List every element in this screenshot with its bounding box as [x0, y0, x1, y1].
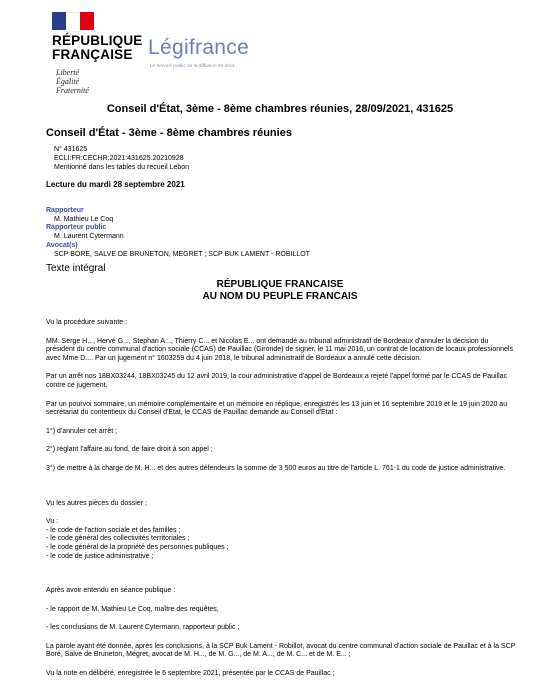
- paragraph: Par un arrêt nos 18BX03244, 18BX03245 du 12 avril 2019, la cour administrative d'appel de Bordeaux a rejeté l'appel formé par le CCAS de Pauillac contre ce jugement.: [46, 373, 508, 389]
- avocats-value: SCP BORE, SALVE DE BRUNETON, MEGRET ; SCP BUK LAMENT - ROBILLOT: [54, 250, 310, 258]
- decision-subtitle: Conseil d'État - 3ème - 8ème chambres réunies: [46, 127, 292, 139]
- republique-line-2: AU NOM DU PEUPLE FRANCAIS: [202, 291, 358, 302]
- paragraph: 1°) d'annuler cet arrêt ;: [46, 427, 118, 435]
- lebon-mention: Mentionné dans les tables du recueil Lebon: [54, 164, 190, 172]
- motto-egalite: Égalité: [56, 77, 80, 86]
- rapporteur-public-value: M. Laurent Cytermann: [54, 233, 124, 241]
- lecture-date: Lecture du mardi 28 septembre 2021: [46, 180, 185, 189]
- decision-title: Conseil d'État, 3ème - 8ème chambres réunies, 28/09/2021, 431625: [106, 103, 454, 115]
- republic-name: [52, 34, 143, 62]
- decision-body: [46, 319, 516, 689]
- paragraph: Vu les autres pièces du dossier ;: [46, 499, 147, 507]
- legifrance-logo[interactable]: Légifrance: [148, 36, 250, 59]
- paragraph: Après avoir entendu en séance publique :: [46, 587, 176, 595]
- paragraph: 3°) de mettre à la charge de M. H... et des autres défendeurs la somme de 3 500 euros au titre de l'article L. 761-1 du code de justice administrative.: [46, 464, 506, 472]
- ecli-identifier: ECLI:FR:CECHR:2021:431625.20210928: [54, 155, 184, 163]
- republique-heading: [0, 279, 560, 303]
- avocats-label: Avocat(s): [46, 241, 78, 249]
- parties-block: [46, 207, 310, 259]
- rapporteur-public-label: Rapporteur public: [46, 224, 107, 232]
- legifrance-tagline: Le service public de la diffusion du droit: [150, 64, 234, 69]
- paragraph: La parole ayant été donnée, après les conclusions, à la SCP Buk Lament - Robillot, avocat du centre communal d'action sociale de Pauillac et à la SCP Boré, Salve de Bruneton, Mégret, avocat de M. H..., de M. G..., de M. A..., de M. C... et de M. E... ;: [46, 642, 516, 659]
- republic-line-1: RÉPUBLIQUE: [52, 33, 143, 48]
- site-header: [52, 12, 532, 100]
- paragraph: Vu : - le code de l'action sociale et des familles ; - le code général des collectivités territoriales ; - le code général de la propriété des personnes publiques ; - le code de justice administrative ;: [46, 518, 229, 560]
- motto-liberte: Liberté: [56, 68, 80, 77]
- paragraph: 2°) réglant l'affaire au fond, de faire droit à son appel ;: [46, 446, 213, 454]
- rapporteur-label: Rapporteur: [46, 207, 84, 214]
- paragraph: Par un pourvoi sommaire, un mémoire complémentaire et un mémoire en réplique, enregistrés les 13 juin et 16 septembre 2019 et le 19 juin 2020 au secrétariat du contentieux du Conseil d'Etat, le CCAS de Pauillac demande au Conseil d'Etat :: [46, 400, 508, 417]
- republic-motto: [56, 68, 89, 95]
- republique-line-1: RÉPUBLIQUE FRANCAISE: [216, 279, 344, 290]
- french-flag-icon: [52, 12, 94, 30]
- paragraph: MM. Serge H..., Hervé G..., Stephan A..., Thierry C... et Nicolas E... ont demandé au tribunal administratif de Bordeaux d'annuler la décision du président du centre communal d'action sociale (CCAS) de Pauillac (Gironde) de signer, le 11 mai 2016, un contrat de location de locaux professionnels avec Mme D.... Par un jugement n° 1603259 du 4 juin 2018, le tribunal administratif de Bordeaux a annulé cette décision.: [46, 337, 513, 362]
- decision-meta: [54, 145, 189, 173]
- paragraph: Vu la note en délibéré, enregistrée le 6 septembre 2021, présentée par le CCAS de Pauillac ;: [46, 670, 335, 678]
- decision-number: N° 431625: [54, 146, 88, 153]
- paragraph: - les conclusions de M. Laurent Cytermann, rapporteur public ;: [46, 624, 240, 632]
- texte-integral-heading: Texte intégral: [46, 263, 106, 274]
- paragraph: - le rapport de M. Mathieu Le Coq, maître des requêtes,: [46, 605, 219, 613]
- paragraph: Vu la procédure suivante :: [46, 319, 128, 326]
- motto-fraternite: Fraternité: [56, 86, 89, 95]
- republic-line-2: FRANÇAISE: [52, 47, 133, 62]
- rapporteur-value: M. Mathieu Le Coq: [54, 215, 114, 223]
